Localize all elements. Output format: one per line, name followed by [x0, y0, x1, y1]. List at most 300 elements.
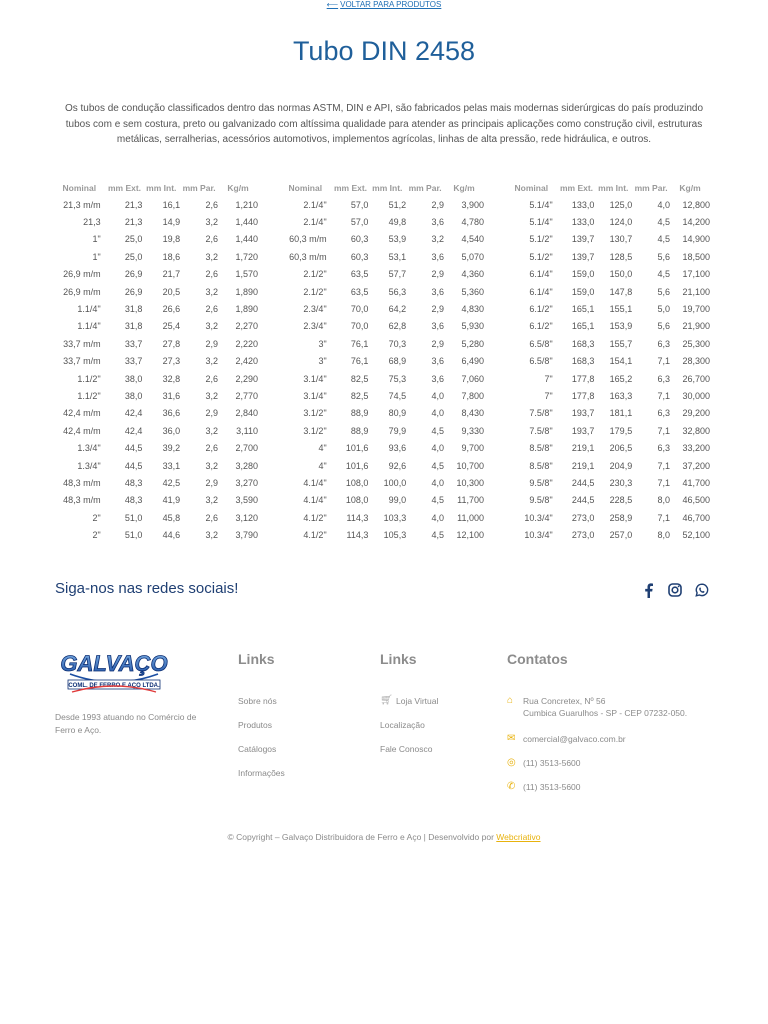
table-cell: 3.1/2" — [303, 408, 327, 419]
table-cell: 168,3 — [571, 338, 595, 349]
facebook-icon[interactable] — [640, 582, 656, 598]
table-cell: 26,9 m/m — [63, 269, 101, 280]
table-cell: 100,0 — [383, 477, 407, 488]
contact-phone[interactable] — [507, 781, 687, 805]
table-cell: 1.1/4" — [77, 304, 101, 315]
table-row — [504, 353, 710, 370]
footer-link-catalogos[interactable]: Catálogos — [238, 744, 277, 754]
table-row — [278, 509, 484, 526]
table-cell: 6,3 — [657, 338, 671, 349]
table-cell: 4,5 — [431, 530, 445, 541]
table-cell: 133,0 — [571, 199, 595, 210]
table-cell: 2.1/2" — [303, 269, 327, 280]
table-cell: 46,700 — [682, 512, 710, 523]
table-cell: 6,3 — [657, 443, 671, 454]
table-cell: 3,2 — [205, 356, 219, 367]
table-cell: 26,9 m/m — [63, 286, 101, 297]
table-cell: 154,1 — [609, 356, 633, 367]
table-cell: 2,9 — [205, 408, 219, 419]
table-cell: 4,360 — [461, 269, 484, 280]
table-cell: 6.1/2" — [529, 321, 553, 332]
table-cell: 6.1/2" — [529, 304, 553, 315]
table-row — [52, 387, 258, 404]
footer-link-fale-conosco[interactable]: Fale Conosco — [380, 744, 433, 754]
table-row — [52, 196, 258, 213]
address-line-1: Rua Concretex, Nº 56 — [523, 696, 606, 706]
table-cell: 93,6 — [388, 443, 407, 454]
column-header: mm Par. — [408, 183, 442, 193]
home-icon: ⌂ — [507, 695, 514, 706]
table-cell: 21,3 — [124, 199, 143, 210]
table-cell: 2,9 — [431, 199, 445, 210]
table-row — [52, 318, 258, 335]
footer-link-label: Loja Virtual — [396, 696, 439, 706]
column-header: mm Ext. — [333, 183, 368, 193]
table-cell: 2,6 — [205, 234, 219, 245]
table-cell: 5,280 — [461, 338, 484, 349]
table-cell: 63,5 — [350, 269, 369, 280]
table-cell: 7" — [544, 390, 553, 401]
table-cell: 133,0 — [571, 217, 595, 228]
table-cell: 44,5 — [124, 460, 143, 471]
table-cell: 92,6 — [388, 460, 407, 471]
social-icons — [640, 582, 710, 598]
table-row — [504, 266, 710, 283]
table-cell: 2,6 — [205, 443, 219, 454]
table-cell: 4,0 — [431, 443, 445, 454]
table-cell: 2,420 — [235, 356, 258, 367]
table-cell: 42,4 — [124, 408, 143, 419]
column-header: mm Int. — [146, 183, 177, 193]
table-cell: 4,5 — [431, 460, 445, 471]
table-cell: 204,9 — [609, 460, 633, 471]
table-cell: 4,0 — [431, 477, 445, 488]
footer-link-informacoes[interactable]: Informações — [238, 768, 285, 778]
table-cell: 21,3 m/m — [63, 199, 101, 210]
footer-links-column-2 — [380, 651, 438, 767]
table-cell: 49,8 — [388, 217, 407, 228]
social-heading: Siga-nos nas redes sociais! — [55, 580, 239, 597]
table-cell: 14,9 — [162, 217, 181, 228]
back-to-products-link[interactable] — [0, 0, 768, 9]
table-cell: 9.5/8" — [529, 495, 553, 506]
table-row — [504, 335, 710, 352]
footer-link-sobre-nos[interactable]: Sobre nós — [238, 696, 277, 706]
table-cell: 6,3 — [657, 408, 671, 419]
table-cell: 1.3/4" — [77, 460, 101, 471]
table-cell: 139,7 — [571, 234, 595, 245]
table-cell: 42,5 — [162, 477, 181, 488]
table-cell: 5,6 — [657, 286, 671, 297]
table-cell: 21,900 — [682, 321, 710, 332]
table-cell: 7.5/8" — [529, 425, 553, 436]
table-cell: 4.1/4" — [303, 495, 327, 506]
whatsapp-icon: ◎ — [507, 757, 516, 768]
table-cell: 6.5/8" — [529, 356, 553, 367]
footer-link-localizacao[interactable]: Localização — [380, 720, 425, 730]
table-cell: 18,500 — [682, 251, 710, 262]
table-cell: 3,110 — [236, 425, 258, 436]
table-cell: 4,540 — [461, 234, 484, 245]
table-cell: 1,210 — [235, 199, 258, 210]
table-cell: 7" — [544, 373, 553, 384]
column-header: Nominal — [288, 183, 323, 193]
whatsapp-text: (11) 3513-5600 — [523, 758, 581, 768]
table-cell: 101,6 — [345, 460, 369, 471]
table-row — [278, 266, 484, 283]
table-cell: 33,200 — [682, 443, 710, 454]
table-cell: 163,3 — [609, 390, 633, 401]
table-cell: 2,9 — [431, 338, 445, 349]
table-row — [504, 439, 710, 456]
table-cell: 150,0 — [609, 269, 633, 280]
table-cell: 3,2 — [205, 495, 219, 506]
table-row — [52, 353, 258, 370]
table-cell: 273,0 — [571, 512, 595, 523]
contact-email[interactable] — [507, 733, 687, 757]
table-cell: 48,3 m/m — [63, 495, 101, 506]
table-row — [278, 213, 484, 230]
table-cell: 70,3 — [388, 338, 407, 349]
table-cell: 101,6 — [345, 443, 369, 454]
table-cell: 219,1 — [571, 460, 595, 471]
table-cell: 11,000 — [457, 512, 484, 523]
table-cell: 26,9 — [124, 269, 143, 280]
table-cell: 32,800 — [682, 425, 710, 436]
table-cell: 33,7 m/m — [63, 356, 101, 367]
table-cell: 4" — [318, 460, 327, 471]
table-cell: 48,3 — [124, 495, 143, 506]
table-cell: 42,4 m/m — [63, 425, 101, 436]
table-cell: 11,700 — [457, 495, 484, 506]
table-cell: 44,6 — [162, 530, 181, 541]
table-cell: 124,0 — [609, 217, 633, 228]
table-cell: 6,490 — [461, 356, 484, 367]
table-cell: 19,700 — [682, 304, 710, 315]
table-cell: 30,000 — [682, 390, 710, 401]
whatsapp-icon[interactable] — [694, 582, 710, 598]
footer-link-produtos[interactable]: Produtos — [238, 720, 273, 730]
table-cell: 79,9 — [388, 425, 407, 436]
table-row — [52, 526, 258, 543]
galvaco-logo[interactable] — [60, 650, 168, 696]
table-row — [504, 526, 710, 543]
table-cell: 74,5 — [388, 390, 407, 401]
table-cell: 219,1 — [571, 443, 595, 454]
column-header: mm Ext. — [107, 183, 142, 193]
table-row — [52, 492, 258, 509]
table-cell: 4,5 — [431, 495, 445, 506]
instagram-icon[interactable] — [667, 582, 683, 598]
table-row — [52, 370, 258, 387]
table-cell: 4,5 — [657, 234, 671, 245]
table-cell: 244,5 — [571, 477, 595, 488]
table-row — [278, 492, 484, 509]
table-cell: 2,700 — [235, 443, 258, 454]
table-cell: 1.1/2" — [77, 390, 101, 401]
table-cell: 7.5/8" — [529, 408, 553, 419]
table-cell: 3,900 — [461, 199, 484, 210]
table-cell: 257,0 — [609, 530, 633, 541]
table-cell: 6.1/4" — [529, 286, 553, 297]
table-cell: 52,100 — [682, 530, 710, 541]
table-cell: 57,0 — [350, 217, 369, 228]
contact-whatsapp[interactable] — [507, 757, 687, 781]
table-cell: 3,280 — [235, 460, 258, 471]
table-cell: 21,7 — [162, 269, 181, 280]
table-row — [504, 300, 710, 317]
table-row — [278, 526, 484, 543]
table-row — [278, 405, 484, 422]
table-cell: 2,220 — [235, 338, 258, 349]
table-cell: 36,6 — [162, 408, 181, 419]
table-cell: 10.3/4" — [524, 512, 553, 523]
table-cell: 2,270 — [235, 321, 258, 332]
table-cell: 38,0 — [124, 390, 143, 401]
table-row — [52, 266, 258, 283]
table-cell: 6.1/4" — [529, 269, 553, 280]
table-cell: 3,270 — [235, 477, 258, 488]
table-cell: 7,1 — [657, 356, 671, 367]
table-row — [52, 248, 258, 265]
table-cell: 33,7 m/m — [63, 338, 101, 349]
envelope-icon: ✉ — [507, 733, 516, 744]
table-row — [52, 300, 258, 317]
table-cell: 3,2 — [205, 321, 219, 332]
table-cell: 2" — [92, 530, 101, 541]
table-cell: 2,9 — [205, 477, 219, 488]
product-description: Os tubos de condução classificados dentro das normas ASTM, DIN e API, são fabricados pelas mais modernas siderúrgicas do país produzindo tubos com e sem costura, preto ou galvanizado com altíssima qualidade para atender as principais aplicações como construção civil, estruturas metálicas, serralherias, acessórios automotivos, implementos agrícolas, linhas de alta pressão, rede hidráulica, e outros. — [64, 103, 704, 145]
table-cell: 103,3 — [383, 512, 407, 523]
table-cell: 7,1 — [657, 477, 671, 488]
phone-icon: ✆ — [507, 781, 516, 792]
table-cell: 4,0 — [431, 512, 445, 523]
table-cell: 159,0 — [571, 286, 595, 297]
table-cell: 7,1 — [657, 425, 671, 436]
table-cell: 3.1/4" — [303, 373, 327, 384]
table-cell: 57,7 — [388, 269, 407, 280]
table-cell: 105,3 — [383, 530, 407, 541]
table-cell: 5,360 — [461, 286, 484, 297]
column-header: Nominal — [514, 183, 549, 193]
table-cell: 51,0 — [124, 512, 143, 523]
table-cell: 4,0 — [431, 390, 445, 401]
table-cell: 12,100 — [456, 530, 484, 541]
table-row — [278, 300, 484, 317]
table-row — [504, 196, 710, 213]
table-cell: 26,700 — [682, 373, 710, 384]
table-cell: 2,290 — [235, 373, 258, 384]
table-cell: 181,1 — [609, 408, 633, 419]
table-row — [278, 196, 484, 213]
table-cell: 57,0 — [350, 199, 369, 210]
table-row — [278, 474, 484, 491]
table-cell: 3" — [318, 338, 327, 349]
table-cell: 25,300 — [682, 338, 710, 349]
table-cell: 88,9 — [350, 408, 369, 419]
table-cell: 46,500 — [682, 495, 710, 506]
table-cell: 5.1/2" — [529, 251, 553, 262]
table-cell: 3,2 — [205, 530, 219, 541]
table-row — [504, 248, 710, 265]
table-cell: 26,9 — [124, 286, 143, 297]
page-title: Tubo DIN 2458 — [292, 36, 476, 66]
footer-links-title: Links — [238, 651, 275, 667]
table-cell: 3,2 — [431, 234, 445, 245]
arrow-left-icon: ⟵ — [326, 0, 339, 9]
address-line-2: Cumbica Guarulhos - SP - CEP 07232-050. — [523, 708, 688, 718]
copyright-text: © Copyright – Galvaço Distribuidora de Ferro e Aço | Desenvolvido por — [227, 832, 494, 842]
table-cell: 4,830 — [461, 304, 484, 315]
table-cell: 4,5 — [431, 425, 445, 436]
table-row — [278, 283, 484, 300]
table-cell: 7,1 — [657, 512, 671, 523]
table-cell: 1.1/4" — [77, 321, 101, 332]
table-cell: 3,6 — [431, 373, 445, 384]
table-cell: 21,3 — [83, 217, 101, 228]
logo-wordmark: GALVAÇO — [60, 651, 168, 676]
table-cell: 25,0 — [124, 251, 143, 262]
table-cell: 2,9 — [431, 269, 445, 280]
table-cell: 42,4 m/m — [63, 408, 101, 419]
column-header: mm Int. — [372, 183, 403, 193]
table-cell: 4.1/4" — [303, 477, 327, 488]
footer-link-loja-virtual[interactable] — [380, 695, 438, 719]
table-cell: 4" — [318, 443, 327, 454]
table-row — [504, 457, 710, 474]
table-cell: 3,2 — [205, 460, 219, 471]
table-cell: 4,780 — [461, 217, 484, 228]
table-cell: 21,100 — [682, 286, 710, 297]
table-cell: 88,9 — [350, 425, 369, 436]
table-cell: 10,300 — [456, 477, 484, 488]
table-cell: 56,3 — [388, 286, 407, 297]
table-cell: 38,0 — [124, 373, 143, 384]
table-cell: 2.3/4" — [303, 321, 327, 332]
table-cell: 128,5 — [609, 251, 633, 262]
table-cell: 99,0 — [388, 495, 407, 506]
table-cell: 4,0 — [657, 199, 671, 210]
table-row — [504, 318, 710, 335]
column-header: mm Ext. — [559, 183, 594, 193]
table-cell: 60,3 m/m — [289, 251, 327, 262]
table-cell: 7,1 — [657, 390, 671, 401]
table-cell: 7,060 — [461, 373, 484, 384]
table-cell: 4,0 — [431, 408, 445, 419]
table-cell: 6.5/8" — [529, 338, 553, 349]
table-cell: 193,7 — [571, 425, 595, 436]
table-cell: 130,7 — [609, 234, 633, 245]
table-cell: 6,3 — [657, 373, 671, 384]
table-cell: 48,3 — [124, 477, 143, 488]
table-cell: 21,3 — [124, 217, 143, 228]
table-cell: 2" — [92, 512, 101, 523]
back-link-label: VOLTAR PARA PRODUTOS — [340, 0, 442, 9]
table-cell: 70,0 — [350, 321, 369, 332]
table-cell: 76,1 — [350, 356, 369, 367]
table-row — [52, 283, 258, 300]
table-cell: 16,1 — [162, 199, 181, 210]
table-cell: 9,330 — [461, 425, 484, 436]
table-cell: 41,700 — [682, 477, 710, 488]
table-cell: 165,1 — [571, 304, 595, 315]
table-cell: 1.1/2" — [77, 373, 101, 384]
table-cell: 5,6 — [657, 321, 671, 332]
table-row — [504, 231, 710, 248]
table-cell: 5.1/4" — [529, 217, 553, 228]
table-cell: 80,9 — [388, 408, 407, 419]
table-cell: 108,0 — [345, 477, 369, 488]
table-cell: 12,800 — [682, 199, 710, 210]
table-cell: 2,6 — [205, 304, 219, 315]
table-cell: 3,6 — [431, 217, 445, 228]
table-row — [504, 492, 710, 509]
table-cell: 36,0 — [162, 425, 181, 436]
table-cell: 4,5 — [657, 217, 671, 228]
developer-link[interactable]: Webcriativo — [496, 832, 541, 842]
table-cell: 8,430 — [461, 408, 484, 419]
phone-text: (11) 3513-5600 — [523, 782, 581, 792]
table-cell: 179,5 — [609, 425, 633, 436]
table-cell: 25,4 — [162, 321, 181, 332]
table-cell: 1.3/4" — [77, 443, 101, 454]
table-cell: 230,3 — [609, 477, 633, 488]
table-row — [52, 422, 258, 439]
logo-subtext: COML. DE FERRO E AÇO LTDA. — [68, 683, 160, 689]
table-cell: 3,2 — [205, 217, 219, 228]
table-cell: 3" — [318, 356, 327, 367]
table-cell: 8,0 — [657, 530, 671, 541]
table-cell: 20,5 — [162, 286, 181, 297]
table-cell: 3,2 — [205, 286, 219, 297]
column-header: mm Par. — [182, 183, 216, 193]
table-cell: 51,2 — [388, 199, 407, 210]
table-cell: 2.1/4" — [303, 199, 327, 210]
table-cell: 2.3/4" — [303, 304, 327, 315]
table-cell: 31,8 — [124, 304, 143, 315]
table-cell: 1,890 — [235, 286, 258, 297]
table-row — [278, 353, 484, 370]
table-cell: 62,8 — [388, 321, 407, 332]
table-row — [52, 474, 258, 491]
table-cell: 125,0 — [609, 199, 633, 210]
table-cell: 60,3 — [350, 251, 369, 262]
table-cell: 3.1/4" — [303, 390, 327, 401]
table-cell: 76,1 — [350, 338, 369, 349]
table-cell: 2,6 — [205, 512, 219, 523]
column-header: Kg/m — [453, 183, 475, 193]
table-cell: 10,700 — [456, 460, 484, 471]
table-cell: 3,2 — [205, 425, 219, 436]
table-cell: 153,9 — [609, 321, 633, 332]
table-cell: 114,3 — [346, 530, 369, 541]
table-cell: 2.1/4" — [303, 217, 327, 228]
table-cell: 1,440 — [235, 217, 258, 228]
table-cell: 165,2 — [609, 373, 633, 384]
table-row — [52, 405, 258, 422]
table-cell: 27,8 — [162, 338, 181, 349]
footer-links-column-1 — [238, 651, 285, 791]
table-cell: 155,7 — [609, 338, 633, 349]
table-cell: 18,6 — [162, 251, 181, 262]
table-cell: 33,7 — [124, 356, 143, 367]
table-cell: 2,840 — [235, 408, 258, 419]
table-cell: 5,070 — [461, 251, 484, 262]
table-cell: 64,2 — [388, 304, 407, 315]
table-cell: 244,5 — [571, 495, 595, 506]
table-cell: 3,590 — [235, 495, 258, 506]
table-cell: 10.3/4" — [524, 530, 553, 541]
